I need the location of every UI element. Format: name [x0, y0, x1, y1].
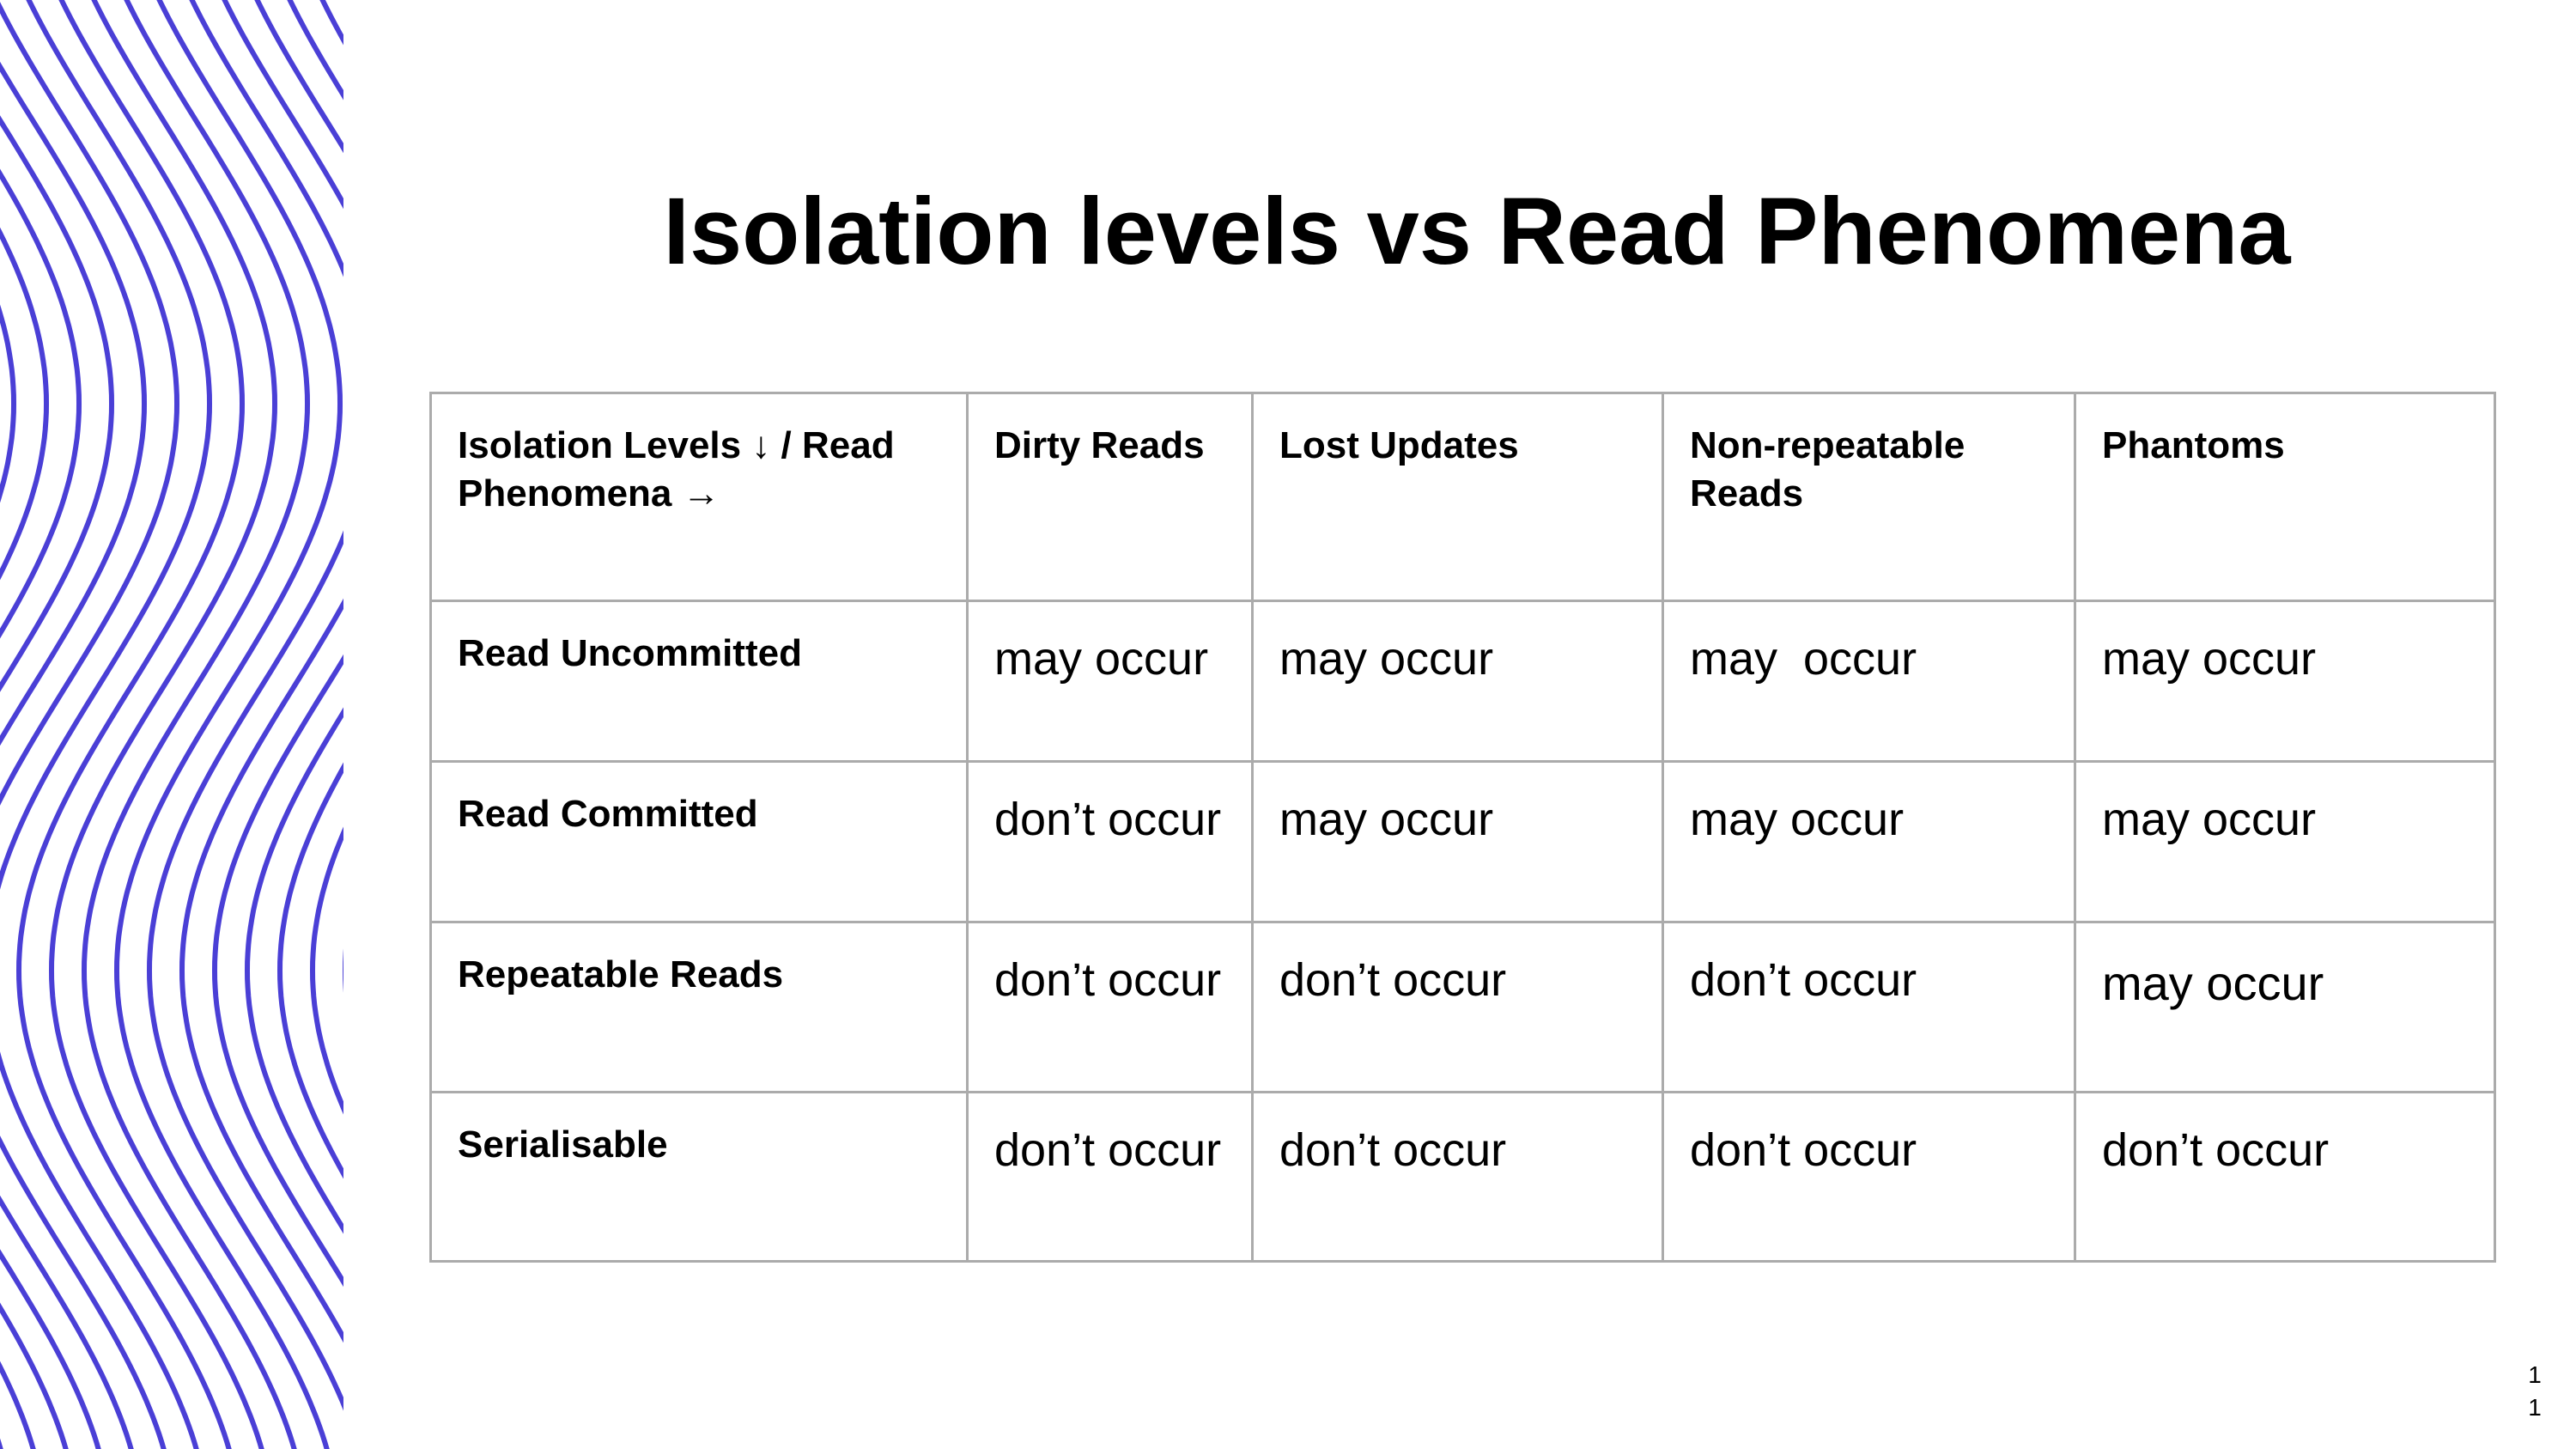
- header-cell-isolation-levels: Isolation Levels ↓ / Read Phenomena →: [431, 393, 968, 601]
- table-cell: don’t occur: [968, 922, 1253, 1093]
- table-cell: don’t occur: [1663, 922, 2075, 1093]
- table-cell: may occur: [2075, 762, 2495, 922]
- table-cell: may occur: [1253, 601, 1663, 762]
- table-cell: may occur: [1663, 601, 2075, 762]
- table-row: [431, 762, 2495, 922]
- header-cell-phantoms: Phantoms: [2075, 393, 2495, 601]
- table-row: [431, 601, 2495, 762]
- header-cell-non-repeatable-reads: Non-repeatable Reads: [1663, 393, 2075, 601]
- page-number: [2518, 1359, 2552, 1424]
- table-cell: don’t occur: [1253, 922, 1663, 1093]
- table-cell: may occur: [1663, 762, 2075, 922]
- header-cell-lost-updates: Lost Updates: [1253, 393, 1663, 601]
- wave-line: [247, 0, 343, 1449]
- table-cell: don’t occur: [968, 762, 1253, 922]
- table-row: [431, 1093, 2495, 1262]
- header-cell-dirty-reads: Dirty Reads: [968, 393, 1253, 601]
- table-cell: may occur: [1253, 762, 1663, 922]
- row-label-read-uncommitted: Read Uncommitted: [431, 601, 968, 762]
- isolation-phenomena-table: [429, 392, 2496, 1263]
- table-cell: may occur: [2075, 922, 2495, 1093]
- decorative-wave-pattern: [0, 0, 343, 1449]
- row-label-serialisable: Serialisable: [431, 1093, 968, 1262]
- table-cell: don’t occur: [1663, 1093, 2075, 1262]
- slide-title: Isolation levels vs Read Phenomena: [663, 179, 2291, 284]
- row-label-read-committed: Read Committed: [431, 762, 968, 922]
- table-cell: may occur: [968, 601, 1253, 762]
- row-label-repeatable-reads: Repeatable Reads: [431, 922, 968, 1093]
- table-cell: may occur: [2075, 601, 2495, 762]
- table-header-row: [431, 393, 2495, 601]
- table-cell: don’t occur: [968, 1093, 1253, 1262]
- page-number-text: 1 1: [2528, 1361, 2542, 1421]
- table-cell: don’t occur: [2075, 1093, 2495, 1262]
- table-cell: don’t occur: [1253, 1093, 1663, 1262]
- table-row: [431, 922, 2495, 1093]
